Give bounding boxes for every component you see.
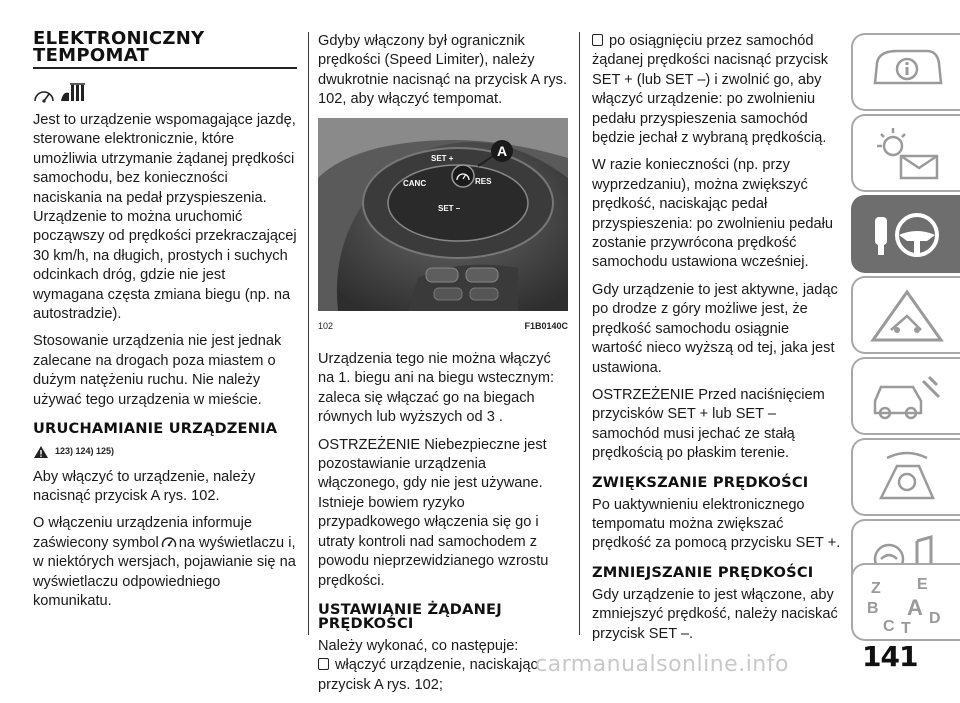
cruise-control-icon	[33, 87, 55, 103]
section-heading-set-speed: USTAWIANIE ŻĄDANEJ PRĘDKOŚCI	[318, 600, 502, 632]
column-divider-1	[308, 32, 309, 635]
car-info-icon	[867, 43, 947, 103]
figure-code: F1B0140C	[524, 320, 568, 331]
warning-paragraph: OSTRZEŻENIE Niebezpieczne jest pozostawianie urządzenia włączonego, gdy nie jest używane. Istnieje bowiem ryzyko przypadkowego włączenia się go i utraty kontroli nad samochodem z powodu nieprzewidzianego wzrostu prędkości.	[318, 436, 549, 589]
warning-references	[33, 442, 297, 461]
car-service-icon	[867, 367, 947, 427]
set-warning-paragraph: OSTRZEŻENIE Przed naciśnięciem przycisków SET + lub SET – samochód musi jechać ze stałą prędkością po płaskim terenie.	[592, 386, 825, 462]
index-letter-c: C	[883, 618, 895, 635]
increase-paragraph: Po uaktywnieniu elektronicznego tempomatu można zwiększać prędkość za pomocą przycisku SET +.	[592, 496, 841, 552]
option-icon	[59, 81, 87, 103]
cruise-control-symbol-icon	[161, 535, 177, 551]
index-letter-z: Z	[871, 580, 881, 597]
res-label: RES	[475, 176, 492, 186]
gear-paragraph: Urządzenia tego nie można włączyć na 1. biegu ani na biegu wstecznym: zaleca się włączać go na biegach równych lub wyższych od 3 .	[318, 351, 555, 426]
tab-warning-lights[interactable]	[851, 114, 960, 192]
column-divider-2	[579, 32, 580, 635]
index-letter-b: B	[867, 600, 879, 617]
index-letter-d: D	[929, 610, 941, 627]
tab-service[interactable]	[851, 357, 960, 435]
step-2	[592, 32, 842, 148]
step-2-text: po osiągnięciu przez samochód żądanej prędkości nacisnąć przycisk SET + (lub SET –) i zwolnić go, aby włączyć urządzenie: po zwolnieniu pedału przyspieszenia samochód będzie jechał z wybraną prędkością.	[592, 33, 829, 147]
set-minus-label: SET –	[438, 203, 461, 213]
main-heading: ELEKTRONICZNY TEMPOMAT	[33, 28, 205, 66]
checkbox-bullet-icon	[592, 34, 603, 46]
heading-rule	[33, 67, 297, 69]
intro-paragraph: Jest to urządzenie wspomagające jazdę, sterowane elektronicznie, które umożliwia utrzymanie żądanej prędkości samochodu, bez konieczności naciskania na pedał przyspieszenia. Urządzenie to można uruchomić począwszy od prędkości przekraczającej 30 km/h, na długich, prostych i suchych odcinkach dróg, gdzie nie jest wymagana częsta zmiana biegu (np. na autostradzie).	[33, 112, 297, 323]
tab-emergency[interactable]	[851, 276, 960, 354]
alphabetical-index-icon	[867, 573, 947, 635]
tab-car-info[interactable]	[851, 33, 960, 111]
downhill-paragraph: Gdy urządzenie to jest aktywne, jadąc po drodze z góry możliwe jest, że prędkość samochodu osiągnie wartość nieco wyższą od tej, jaka jest ustawiona.	[592, 281, 838, 376]
warning-triangle-icon	[867, 286, 947, 346]
index-letter-a: A	[907, 595, 923, 620]
city-use-paragraph: Stosowanie urządzenia nie jest jednak zalecane na drogach poza miastem o dużym natężeniu ruchu. Nie należy używać tego urządzenia w mieście.	[33, 333, 282, 408]
steering-wheel-controls-illustration	[318, 118, 568, 311]
tab-technical-data[interactable]	[851, 438, 960, 516]
figure-caption	[318, 317, 568, 336]
page-number: 141	[862, 640, 918, 673]
warning-light-icon	[867, 124, 947, 184]
steering-wheel-icon	[867, 205, 947, 265]
speed-limiter-paragraph: Gdyby włączony był ogranicznik prędkości (Speed Limiter), należy dwukrotnie nacisnąć na przycisk A rys. 102, aby włączyć tempomat.	[318, 33, 568, 108]
symbol-paragraph	[33, 514, 297, 611]
overtaking-paragraph: W razie konieczności (np. przy wyprzedzaniu), można zwiększyć prędkość, naciskając pedał przyspieszenia: po zwolnieniu pedału zostanie przywrócona prędkość samochodu ustawiona wcześniej.	[592, 157, 833, 271]
decrease-paragraph: Gdy urządzenie to jest włączone, aby zmniejszyć prędkość, należy naciskać przycisk SET –.	[592, 586, 838, 642]
column-2	[318, 32, 568, 703]
section-heading-increase: ZWIĘKSZANIE PRĘDKOŚCI	[592, 473, 809, 491]
step-1-text: włączyć urządzenie, naciskając przycisk A rys. 102;	[318, 657, 538, 693]
index-letter-t: T	[901, 620, 911, 637]
steps-intro: Należy wykonać, co następuje:	[318, 637, 519, 654]
warning-triangle-icon	[33, 445, 49, 459]
technical-data-icon	[867, 448, 947, 508]
feature-icons	[33, 79, 297, 103]
steering-wheel-figure	[318, 118, 568, 311]
callout-a-label: A	[496, 142, 508, 159]
symbol-paragraph-start: O włączeniu urządzenia informuje zaświecony symbol	[33, 515, 253, 551]
warning-refs-text: 123) 124) 125)	[55, 446, 115, 457]
column-1	[33, 30, 297, 619]
checkbox-bullet-icon	[318, 658, 329, 670]
index-letter-e: E	[917, 576, 928, 593]
tab-index[interactable]	[851, 563, 960, 641]
watermark[interactable]: carmanualsonline.info	[535, 652, 789, 677]
symbol-paragraph-end: na wyświetlaczu i, w niektórych wersjach, pojawianie się na wyświetlaczu odpowiedniego komunikatu.	[33, 534, 296, 609]
canc-label: CANC	[403, 178, 427, 188]
section-heading-activation: URUCHAMIANIE URZĄDZENIA	[33, 420, 278, 438]
activation-paragraph: Aby włączyć to urządzenie, należy nacisnąć przycisk A rys. 102.	[33, 468, 256, 504]
set-plus-label: SET +	[431, 153, 454, 163]
section-heading-decrease: ZMNIEJSZANIE PRĘDKOŚCI	[592, 563, 814, 581]
step-1	[318, 656, 568, 695]
tab-driving[interactable]	[851, 195, 960, 273]
figure-number: 102	[318, 320, 334, 331]
column-3	[592, 32, 842, 652]
